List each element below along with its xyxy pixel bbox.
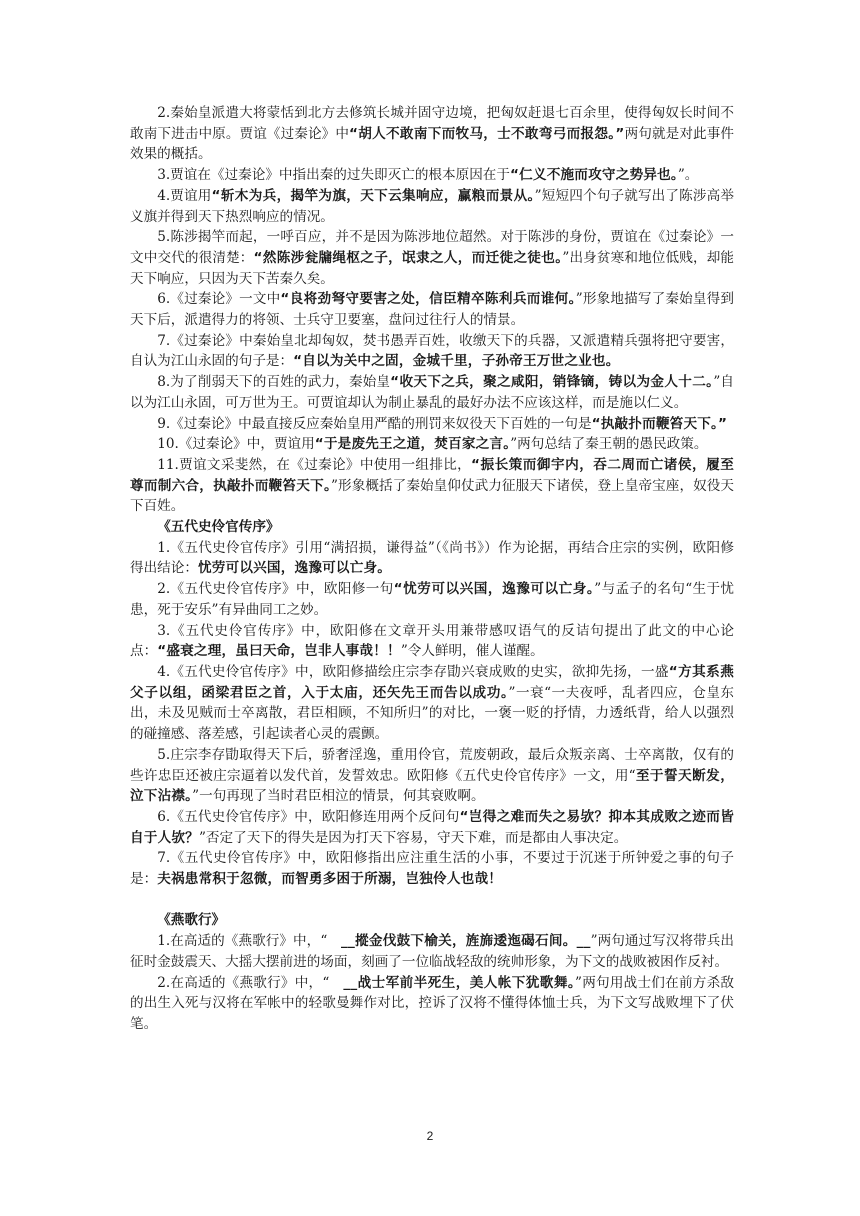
question-item xyxy=(130,662,734,745)
question-text: ”形象地描写了秦始皇得到天下后，派遣得力的将领、士兵守卫要塞，盘问过往行人的情景。 xyxy=(130,291,734,329)
question-item xyxy=(130,848,734,889)
question-text: ”两句总结了秦王朝的愚民政策。 xyxy=(510,436,708,453)
answer-text: “执敲扑而鞭笞天下。” xyxy=(591,415,728,432)
question-text: ”形象概括了秦始皇仰仗武力征服天下诸侯，登上皇帝宝座，奴役天下百姓。 xyxy=(130,477,735,515)
question-text: 5.庄宗李存勖取得天下后，骄奢淫逸，重用伶官，荒废朝政，最后众叛亲离、士卒离散，仅有的些许忠臣还被庄宗逼着以发代首，发誓效忠。欧阳修《五代史伶官传序》一文，用“ xyxy=(130,746,734,784)
answer-text: “忧劳可以兴国，逸豫可以亡身。 xyxy=(393,581,595,598)
question-text: 5.陈涉揭竿而起，一呼百应，并不是因为陈涉地位超然。对于陈涉的身份，贾谊在《过秦论》一文中交代的很清楚： xyxy=(130,229,734,266)
question-item xyxy=(130,621,734,662)
question-text: 7.《五代史伶官传序》中，欧阳修指出应注重生活的小事，不要过于沉迷于所钟爱之事的句子是： xyxy=(130,850,734,888)
question-text: 9.《过秦论》中最直接反应秦始皇用严酷的刑罚来奴役天下百姓的一句是 xyxy=(157,415,592,432)
question-text: ”与孟子的名句“生于忧患，死于安乐”有异曲同工之妙。 xyxy=(130,581,735,618)
answer-text: “然陈涉瓮牖绳枢之子，氓隶之人，而迁徙之徒也。 xyxy=(253,249,563,266)
question-item xyxy=(130,165,734,186)
question-item xyxy=(130,745,734,807)
page-number: 2 xyxy=(426,1129,434,1143)
question-text: 4.贾谊用 xyxy=(157,187,212,204)
section-heading: 《燕歌行》 xyxy=(157,912,226,929)
answer-text: __摐金伐鼓下榆关，旌旆逶迤碣石间。__ xyxy=(340,933,591,950)
question-item xyxy=(130,103,734,165)
question-text: 10.《过秦论》中，贾谊用 xyxy=(157,436,315,453)
question-text: 1.《五代史伶官传序》引用“满招损，谦得益”（《尚书》）作为论据，再结合庄宗的实例，欧阳修得出结论： xyxy=(130,539,734,577)
question-text: 两句就是对此事件效果的概括。 xyxy=(130,125,734,163)
question-text: ”否定了天下的得失是因为打天下容易，守天下难，而是都由人事决定。 xyxy=(198,829,628,846)
question-item xyxy=(130,455,734,517)
question-text: 7.《过秦论》中秦始皇北却匈奴，焚书愚弄百姓，收缴天下的兵器，又派遣精兵强将把守要害，自认为江山永固的句子是： xyxy=(130,332,734,370)
question-item xyxy=(130,331,734,372)
answer-text: “仁义不施而攻守之势异也。 xyxy=(510,167,678,184)
answer-text: “盛衰之理，虽曰天命，岂非人事哉！！ xyxy=(157,643,401,660)
question-item xyxy=(130,434,734,455)
question-text: 11.贾谊文采斐然，在《过秦论》中使用一组排比， xyxy=(157,456,472,473)
answer-text: “良将劲弩守要害之处，信臣精卒陈利兵而谁何。 xyxy=(280,291,576,308)
answer-text: “自以为关中之固，金城千里，子孙帝王万世之业也。 xyxy=(293,353,620,370)
section-spacer xyxy=(130,890,734,911)
question-item xyxy=(130,289,734,330)
question-text: 1.在高适的《燕歌行》中，“ xyxy=(157,933,341,950)
question-text: ”一句再现了当时君臣相泣的情景，何其衰败啊。 xyxy=(192,788,485,805)
answer-text: “于是废先王之道，焚百家之言。 xyxy=(314,436,511,453)
question-text: ”。 xyxy=(677,167,699,184)
question-text: 2.在高适的《燕歌行》中，“ xyxy=(157,974,344,991)
answer-text: __战士军前半死生，美人帐下犹歌舞。 xyxy=(343,974,576,991)
question-text: ”短短四个句子就写出了陈涉高举义旗并得到天下热烈响应的情况。 xyxy=(130,187,734,225)
question-item xyxy=(130,807,734,848)
question-item xyxy=(130,186,734,227)
answer-text: 至于誓天断发，泣下沾襟。 xyxy=(130,767,734,805)
question-item xyxy=(130,414,734,435)
question-item xyxy=(130,931,734,972)
question-text: 6.《五代史伶官传序》中，欧阳修连用两个反问句 xyxy=(157,808,460,825)
question-text: 8.为了削弱天下的百姓的武力，秦始皇 xyxy=(157,374,391,391)
question-text: 3.《五代史伶官传序》中，欧阳修在文章开头用兼带感叹语气的反诘句提出了此文的中心论点： xyxy=(130,622,734,660)
answer-text: “斩木为兵，揭竿为旗，天下云集响应，赢粮而景从。 xyxy=(211,187,535,204)
question-item xyxy=(130,538,734,579)
document-body xyxy=(130,103,734,1035)
answer-text: “胡人不敢南下而牧马，士不敢弯弓而报怨。” xyxy=(349,125,625,142)
answer-text: 夫祸患常积于忽微，而智勇多困于所溺，岂独伶人也哉！ xyxy=(157,871,503,888)
question-text: ”自以为江山永固，可万世为王。可贾谊却认为制止暴乱的最好办法不应该这样，而是施以仁义。 xyxy=(130,374,735,411)
section-heading: 《五代史伶官传序》 xyxy=(157,519,280,536)
question-text: 6.《过秦论》一文中 xyxy=(157,291,281,308)
answer-text: 忧劳可以兴国，逸豫可以亡身。 xyxy=(197,560,392,577)
question-item xyxy=(130,227,734,289)
question-text: ”两句用战士们在前方杀敌的出生入死与汉将在军帐中的轻歌曼舞作对比，控诉了汉将不懂得体恤士兵，为下文写战败埋下了伏笔。 xyxy=(130,974,734,1032)
answer-text: “收天下之兵，聚之咸阳，销锋镝，铸以为金人十二。 xyxy=(390,374,714,391)
answer-text: “振长策而御宇内，吞二周而亡诸侯，履至尊而制六合，执敲扑而鞭笞天下。 xyxy=(130,456,735,494)
question-text: ”令人鲜明，催人谨醒。 xyxy=(400,643,544,660)
question-text: ”两句通过写汉将带兵出征时金鼓震天、大摇大摆前进的场面，刻画了一位临战轻敌的统帅形象，为下文的战败被困作反衬。 xyxy=(130,933,734,970)
question-item xyxy=(130,973,734,1035)
question-text: ”出身贫寒和地位低贱，却能天下响应，只因为天下苦秦久矣。 xyxy=(130,249,735,287)
answer-text: “方其系燕父子以组，函梁君臣之首，入于太庙，还矢先王而告以成功。 xyxy=(130,663,735,701)
question-text: ”一衰“一夫夜呼，乱者四应，仓皇东出，未及见贼而士卒离散，君臣相顾，不知所归”的对比，一褒一贬的抒情，力透纸背，给人以强烈的碰撞感、落差感，引起读者心灵的震颤。 xyxy=(130,684,734,743)
question-item xyxy=(130,372,734,413)
answer-text: “岂得之难而失之易欤？抑本其成败之迹而皆自于人欤？ xyxy=(130,808,734,846)
question-text: 3.贾谊在《过秦论》中指出秦的过失即灭亡的根本原因在于 xyxy=(157,167,510,184)
question-text: 2.秦始皇派遣大将蒙恬到北方去修筑长城并固守边境，把匈奴赶退七百余里，使得匈奴长时间不敢南下进击中原。贾谊《过秦论》中 xyxy=(130,105,734,142)
question-text: 4.《五代史伶官传序》中，欧阳修描绘庄宗李存勖兴衰成败的史实，欲抑先扬，一盛 xyxy=(157,663,669,680)
question-item xyxy=(130,579,734,620)
question-text: 2.《五代史伶官传序》中，欧阳修一句 xyxy=(157,581,394,598)
